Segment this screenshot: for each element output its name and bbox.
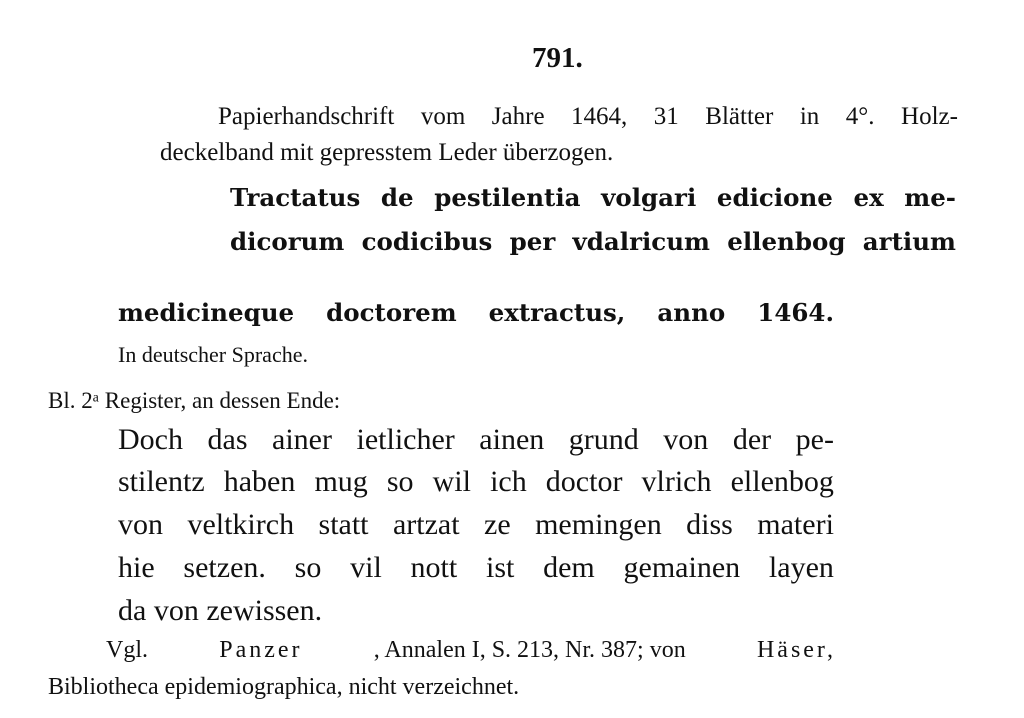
word: grund — [568, 423, 639, 456]
word: 1464, — [571, 103, 628, 130]
reference-line-2: Bibliotheca epidemiographica, nicht verzeichnet. — [48, 674, 520, 700]
reference-line-1 — [106, 638, 836, 662]
word: von — [663, 423, 709, 456]
word: ellenbog — [727, 227, 846, 256]
title-line-2 — [230, 227, 956, 256]
word: setzen. — [183, 551, 266, 584]
quote-line-1 — [118, 425, 834, 455]
word: materi — [757, 508, 834, 541]
word: nott — [410, 551, 458, 584]
word: Papierhandschrift — [218, 103, 395, 130]
word: ze — [484, 508, 511, 541]
word: ex — [853, 183, 884, 212]
word: ellenbog — [730, 465, 834, 498]
word: extractus, — [488, 298, 626, 327]
word: haben — [223, 465, 296, 498]
leaf-note: Bl. 2ᵃ Register, an dessen Ende: — [48, 388, 341, 413]
word: vil — [350, 551, 382, 584]
word: vom — [420, 103, 466, 130]
reference-author-panzer: Panzer — [219, 637, 303, 663]
word: pestilentia — [434, 183, 581, 212]
word: 4°. — [845, 103, 875, 130]
word: das — [207, 423, 248, 456]
word: der — [732, 423, 772, 456]
word: ainen — [479, 423, 545, 456]
word: diss — [686, 508, 733, 541]
word: artium — [862, 227, 956, 256]
language-note: In deutscher Sprache. — [118, 342, 308, 367]
word: codicibus — [361, 227, 493, 256]
word: statt — [318, 508, 369, 541]
description-line-2: deckelband mit gepresstem Leder überzogen. — [160, 139, 614, 166]
word: per — [509, 227, 556, 256]
word: ist — [485, 551, 515, 584]
word: 31 — [653, 103, 679, 130]
word: Blätter — [705, 103, 774, 130]
word: medicineque — [118, 298, 295, 327]
word: so — [386, 465, 414, 498]
word: doctor — [545, 465, 623, 498]
word: wil — [432, 465, 471, 498]
word: me- — [904, 183, 956, 212]
word: ich — [490, 465, 527, 498]
word: ainer — [272, 423, 332, 456]
word: dem — [543, 551, 595, 584]
word: edicione — [716, 183, 833, 212]
word: artzat — [392, 508, 460, 541]
word: vdalricum — [572, 227, 710, 256]
reference-author-haeser: Häser, — [756, 637, 836, 663]
word: von — [118, 508, 163, 541]
word: mug — [314, 465, 368, 498]
word: so — [294, 551, 322, 584]
word: de — [380, 183, 414, 212]
reference-prefix: Vgl. — [106, 637, 148, 663]
quote-line-2 — [118, 467, 834, 497]
word: stilentz — [118, 465, 205, 498]
word: veltkirch — [187, 508, 295, 541]
word: pe- — [795, 423, 834, 456]
title-line-3 — [118, 298, 834, 327]
word: Jahre — [491, 103, 545, 130]
entry-number: 791. — [532, 42, 583, 74]
title-line-1 — [230, 183, 956, 212]
reference-work: , Annalen I, S. 213, Nr. 387; von — [373, 637, 686, 663]
quote-line-3 — [118, 510, 834, 540]
word: 1464. — [757, 298, 834, 327]
word: doctorem — [326, 298, 457, 327]
word: anno — [657, 298, 726, 327]
word: hie — [118, 551, 155, 584]
quote-line-4 — [118, 553, 834, 583]
word: Holz- — [901, 103, 958, 130]
word: volgari — [601, 183, 697, 212]
quote-line-5: da von zewissen. — [118, 594, 323, 627]
word: layen — [768, 551, 834, 584]
word: ietlicher — [356, 423, 455, 456]
word: vlrich — [641, 465, 712, 498]
word: Doch — [118, 423, 183, 456]
word: in — [799, 103, 820, 130]
word: Tractatus — [230, 183, 361, 212]
word: dicorum — [230, 227, 345, 256]
word: gemainen — [623, 551, 741, 584]
word: memingen — [535, 508, 662, 541]
description-line-1 — [218, 104, 958, 129]
